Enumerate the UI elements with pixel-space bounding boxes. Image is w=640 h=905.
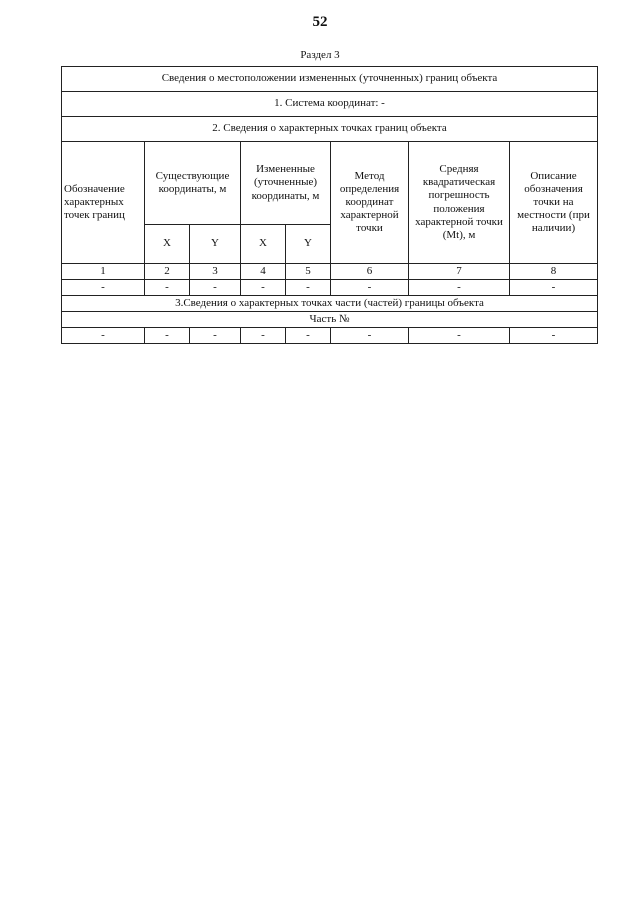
table-cell: -	[510, 280, 598, 296]
col-number: 8	[510, 264, 598, 280]
table-cell: -	[409, 280, 510, 296]
section3-heading: 3.Сведения о характерных точках части (частей) границы объекта	[62, 296, 598, 312]
col-number: 2	[145, 264, 190, 280]
table-cell: -	[62, 328, 145, 344]
header-method: Метод определения координат характерной точки	[331, 142, 409, 264]
table-cell: -	[409, 328, 510, 344]
header-existing-coords: Существующие координаты, м	[145, 142, 241, 225]
table-cell: -	[286, 280, 331, 296]
header-existing-x: X	[145, 225, 190, 264]
header-accuracy: Средняя квадратическая погрешность положения характерной точки (Mt), м	[409, 142, 510, 264]
column-numbers-row	[62, 264, 598, 280]
table-cell: -	[286, 328, 331, 344]
col-number: 5	[286, 264, 331, 280]
section-label: Раздел 3	[300, 49, 340, 61]
header-description: Описание обозначения точки на местности (при наличии)	[510, 142, 598, 264]
table-cell: -	[190, 280, 241, 296]
section2-heading: 2. Сведения о характерных точках границ объекта	[62, 117, 598, 142]
col-number: 3	[190, 264, 241, 280]
table-title: Сведения о местоположении измененных (уточненных) границ объекта	[62, 67, 598, 92]
table-cell: -	[331, 328, 409, 344]
table-row	[62, 280, 598, 296]
header-existing-y: Y	[190, 225, 241, 264]
col-number: 7	[409, 264, 510, 280]
table-cell: -	[145, 328, 190, 344]
coord-system-row: 1. Система координат: -	[62, 92, 598, 117]
table-cell: -	[241, 280, 286, 296]
col-number: 6	[331, 264, 409, 280]
page-number: 52	[312, 14, 328, 30]
table-cell: -	[62, 280, 145, 296]
table-cell: -	[145, 280, 190, 296]
table-cell: -	[510, 328, 598, 344]
header-changed-y: Y	[286, 225, 331, 264]
table-cell: -	[190, 328, 241, 344]
header-changed-coords: Измененные (уточненные) координаты, м	[241, 142, 331, 225]
table-cell: -	[331, 280, 409, 296]
table-row	[62, 328, 598, 344]
part-number-row: Часть №	[62, 312, 598, 328]
header-designation: Обозначение характерных точек границ	[62, 142, 145, 264]
table-cell: -	[241, 328, 286, 344]
boundary-table	[61, 66, 598, 344]
header-changed-x: X	[241, 225, 286, 264]
col-number: 4	[241, 264, 286, 280]
col-number: 1	[62, 264, 145, 280]
